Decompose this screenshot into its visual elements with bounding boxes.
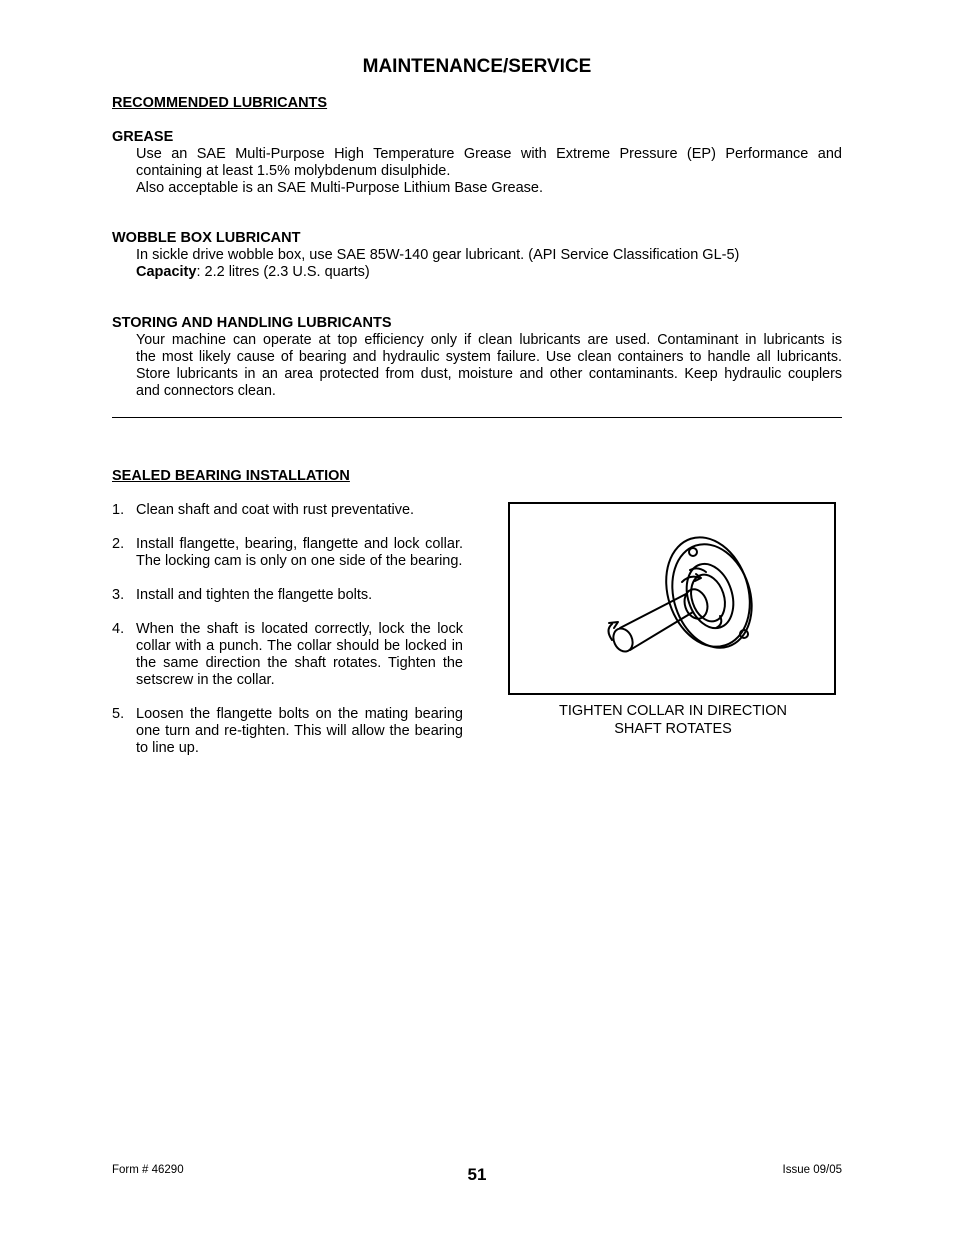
storing-line-3: Store lubricants in an area protected from dust, moisture and other contaminants. Keep hydraulic couplers — [136, 366, 842, 382]
wobble-box-paragraph — [136, 247, 842, 281]
recommended-lubricants-heading: RECOMMENDED LUBRICANTS — [112, 95, 328, 111]
grease-paragraph — [136, 146, 842, 197]
step-item — [112, 536, 463, 570]
step-text: Loosen the flangette bolts on the mating bearing one turn and re-tighten. This will allow the bearing to line up. — [136, 706, 463, 756]
step-text: When the shaft is located correctly, lock the lock collar with a punch. The collar should be locked in the same direction the shaft rotates. Tighten the setscrew in the collar. — [136, 621, 463, 688]
grease-line-2: containing at least 1.5% molybdenum disulphide. — [136, 163, 451, 179]
installation-steps — [112, 502, 463, 774]
step-item — [112, 706, 463, 757]
grease-heading: GREASE — [112, 129, 174, 145]
caption-line-1: TIGHTEN COLLAR IN DIRECTION — [559, 703, 787, 719]
section-divider — [112, 417, 842, 418]
form-number: Form # 46290 — [112, 1164, 184, 1176]
step-number: 4. — [112, 621, 125, 637]
bearing-illustration — [510, 504, 838, 697]
step-text: Clean shaft and coat with rust preventative. — [136, 502, 415, 518]
capacity-label: Capacity — [136, 264, 197, 280]
step-item — [112, 502, 463, 519]
storing-line-2: the most likely cause of bearing and hydraulic system failure. Use clean containers to handle all lubricants. — [136, 349, 842, 365]
capacity-value: : 2.2 litres (2.3 U.S. quarts) — [196, 264, 370, 280]
caption-line-2: SHAFT ROTATES — [614, 720, 732, 737]
step-text: Install flangette, bearing, flangette and lock collar. The locking cam is only on one side of the bearing. — [136, 536, 463, 569]
step-item — [112, 587, 463, 604]
figure-caption — [508, 703, 838, 738]
grease-line-1: Use an SAE Multi-Purpose High Temperature Grease with Extreme Pressure (EP) Performance and — [136, 146, 842, 162]
storing-heading: STORING AND HANDLING LUBRICANTS — [112, 315, 392, 331]
page-number: 51 — [467, 1165, 487, 1184]
storing-line-1: Your machine can operate at top efficiency only if clean lubricants are used. Contaminant in lubricants is — [136, 332, 842, 348]
step-item — [112, 621, 463, 689]
page-title: MAINTENANCE/SERVICE — [362, 56, 592, 77]
storing-paragraph — [136, 332, 842, 400]
storing-line-4: and connectors clean. — [136, 383, 276, 399]
step-number: 5. — [112, 706, 125, 722]
wobble-line-1: In sickle drive wobble box, use SAE 85W-140 gear lubricant. (API Service Classification GL-5) — [136, 247, 740, 263]
step-number: 3. — [112, 587, 125, 603]
issue-date: Issue 09/05 — [782, 1164, 842, 1176]
step-number: 1. — [112, 502, 125, 518]
step-text: Install and tighten the flangette bolts. — [136, 587, 373, 603]
wobble-box-heading: WOBBLE BOX LUBRICANT — [112, 230, 301, 246]
grease-line-3: Also acceptable is an SAE Multi-Purpose Lithium Base Grease. — [136, 180, 544, 196]
sealed-bearing-heading: SEALED BEARING INSTALLATION — [112, 468, 350, 484]
wobble-capacity-line — [136, 264, 842, 281]
step-number: 2. — [112, 536, 125, 552]
bearing-figure — [508, 502, 836, 695]
